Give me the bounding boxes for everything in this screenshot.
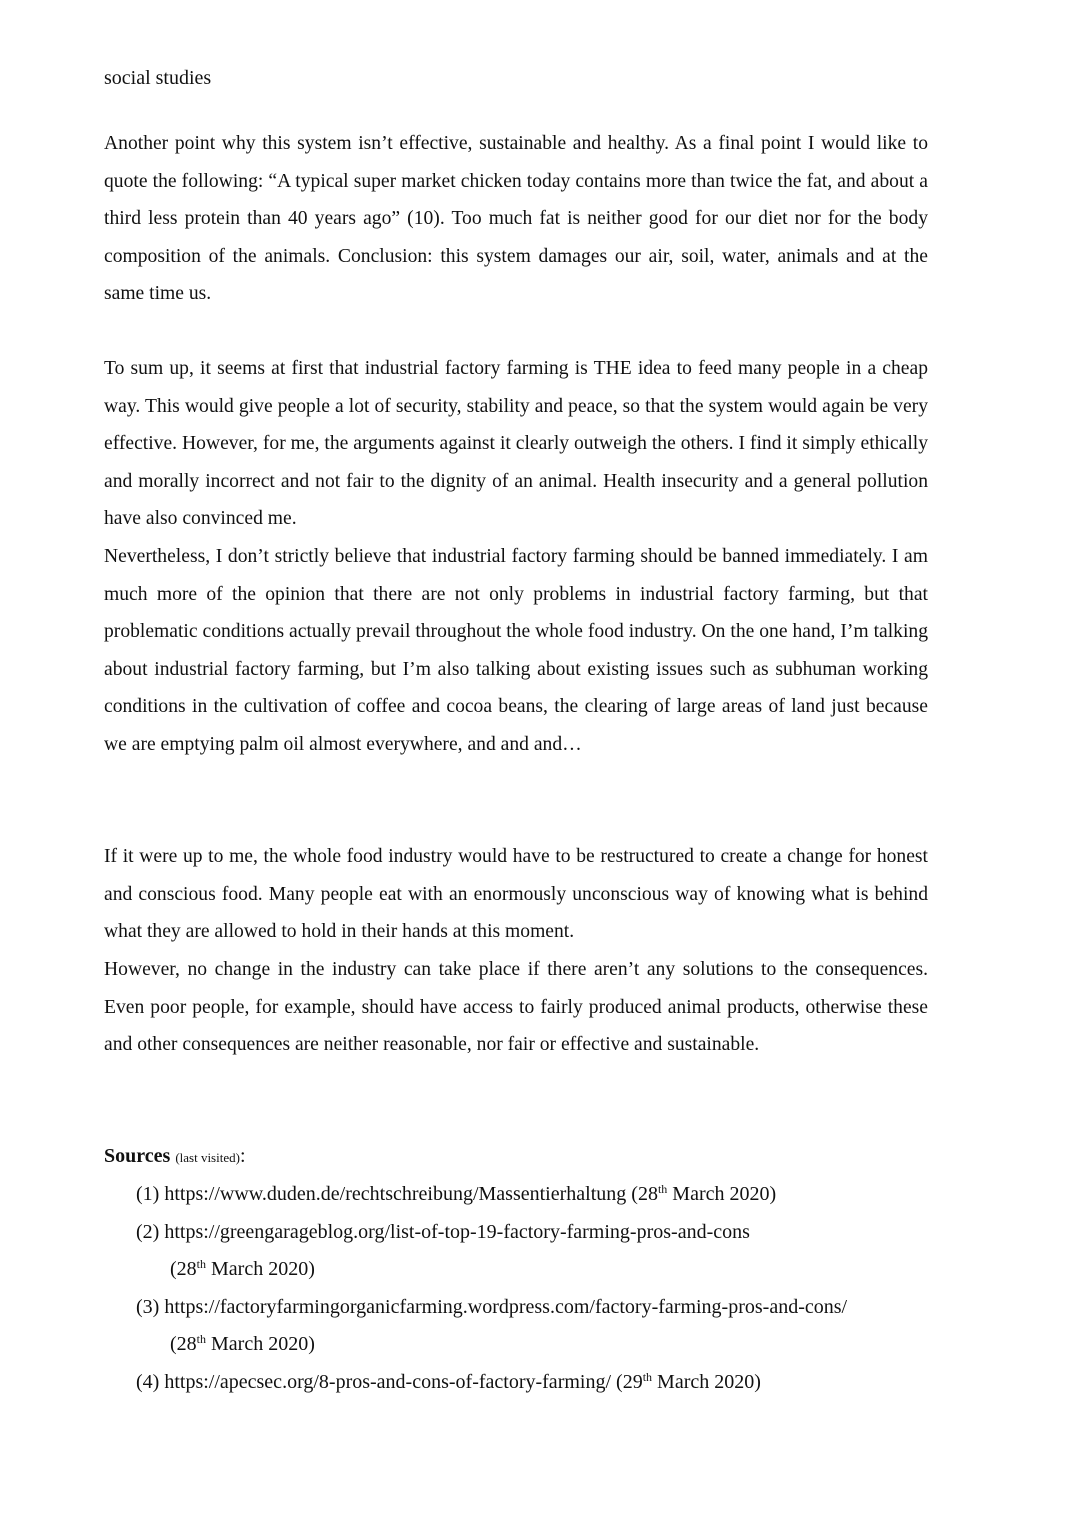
source-link[interactable]: https://greengarageblog.org/list-of-top-19-factory-farming-pros-and-cons [164,1220,750,1243]
source-number: (2) [136,1220,160,1243]
source-link[interactable]: https://factoryfarmingorganicfarming.wordpress.com/factory-farming-pros-and-cons/ [164,1295,848,1318]
source-day-suffix: th [642,1369,653,1384]
source-date: March 2020 [657,1370,755,1393]
source-number: (3) [136,1295,160,1318]
source-day: 28 [176,1333,197,1355]
source-date: March 2020 [672,1183,770,1205]
source-date: March 2020 [211,1333,309,1355]
source-item: (4) https://apecsec.org/8-pros-and-cons-of-factory-farming/ (29th March 2020) [136,1369,761,1393]
paragraph: However, no change in the industry can take place if there aren’t any solutions to the consequences. Even poor people, for example, should have access to fairly produced animal products, otherwise these and other consequences are neither reasonable, nor fair or effective and sustainable. [104,959,928,1055]
paragraph: Another point why this system isn’t effective, sustainable and healthy. As a final point I would like to quote the following: “A typical super market chicken today contains more than twice the fat, and about a third less protein than 40 years ago” (10). Too much fat is neither good for our diet nor for the body composition of the animals. Conclusion: this system damages our air, soil, water, animals and at the same time us. [104,133,928,304]
paragraph: If it were up to me, the whole food industry would have to be restructured to create a change for honest and conscious food. Many people eat with an enormously unconscious way of knowing what is behind what they are allowed to hold in their hands at this moment. [104,846,928,942]
sources-list [136,1176,936,1401]
source-day: 29 [622,1370,643,1393]
source-number: (4) [136,1370,160,1393]
source-day: 28 [637,1183,658,1205]
source-item: (3) https://factoryfarmingorganicfarming.wordpress.com/factory-farming-pros-and-cons/ (28th March 2020) [136,1295,848,1355]
paragraph: To sum up, it seems at first that industrial factory farming is THE idea to feed many people in a cheap way. This would give people a lot of security, stability and peace, so that the system would again be very effective. However, for me, the arguments against it clearly outweigh the others. I find it simply ethically and morally incorrect and not fair to the dignity of an animal. Health insecurity and a general pollution have also convinced me. [104,358,928,529]
source-day: 28 [176,1258,197,1280]
page-header: social studies [104,67,212,89]
source-number: (1) [136,1183,160,1205]
source-item: (1) https://www.duden.de/rechtschreibung/Massentierhaltung (28th March 2020) [136,1182,777,1205]
paragraph: Nevertheless, I don’t strictly believe that industrial factory farming should be banned immediately. I am much more of the opinion that there are not only problems in industrial factory farming, but that problematic conditions actually prevail throughout the whole food industry. On the one hand, I’m talking about industrial factory farming, but I’m also talking about existing issues such as subhuman working conditions in the cultivation of coffee and cocoa beans, the clearing of large areas of land just because we are emptying palm oil almost everywhere, and and and… [104,546,928,755]
source-item: (2) https://greengarageblog.org/list-of-top-19-factory-farming-pros-and-cons (28th March 2020) [136,1220,750,1280]
source-day-suffix: th [196,1332,207,1346]
sources-title: Sources [104,1145,171,1167]
source-link[interactable]: https://apecsec.org/8-pros-and-cons-of-factory-farming/ [164,1370,612,1393]
sources-colon: : [239,1145,246,1167]
source-day-suffix: th [196,1257,207,1271]
sources-note: (last visited) [175,1150,240,1165]
sources-heading [104,1142,246,1172]
source-date: March 2020 [211,1258,309,1280]
source-link[interactable]: https://www.duden.de/rechtschreibung/Massentierhaltung [164,1183,627,1205]
source-day-suffix: th [657,1182,668,1196]
